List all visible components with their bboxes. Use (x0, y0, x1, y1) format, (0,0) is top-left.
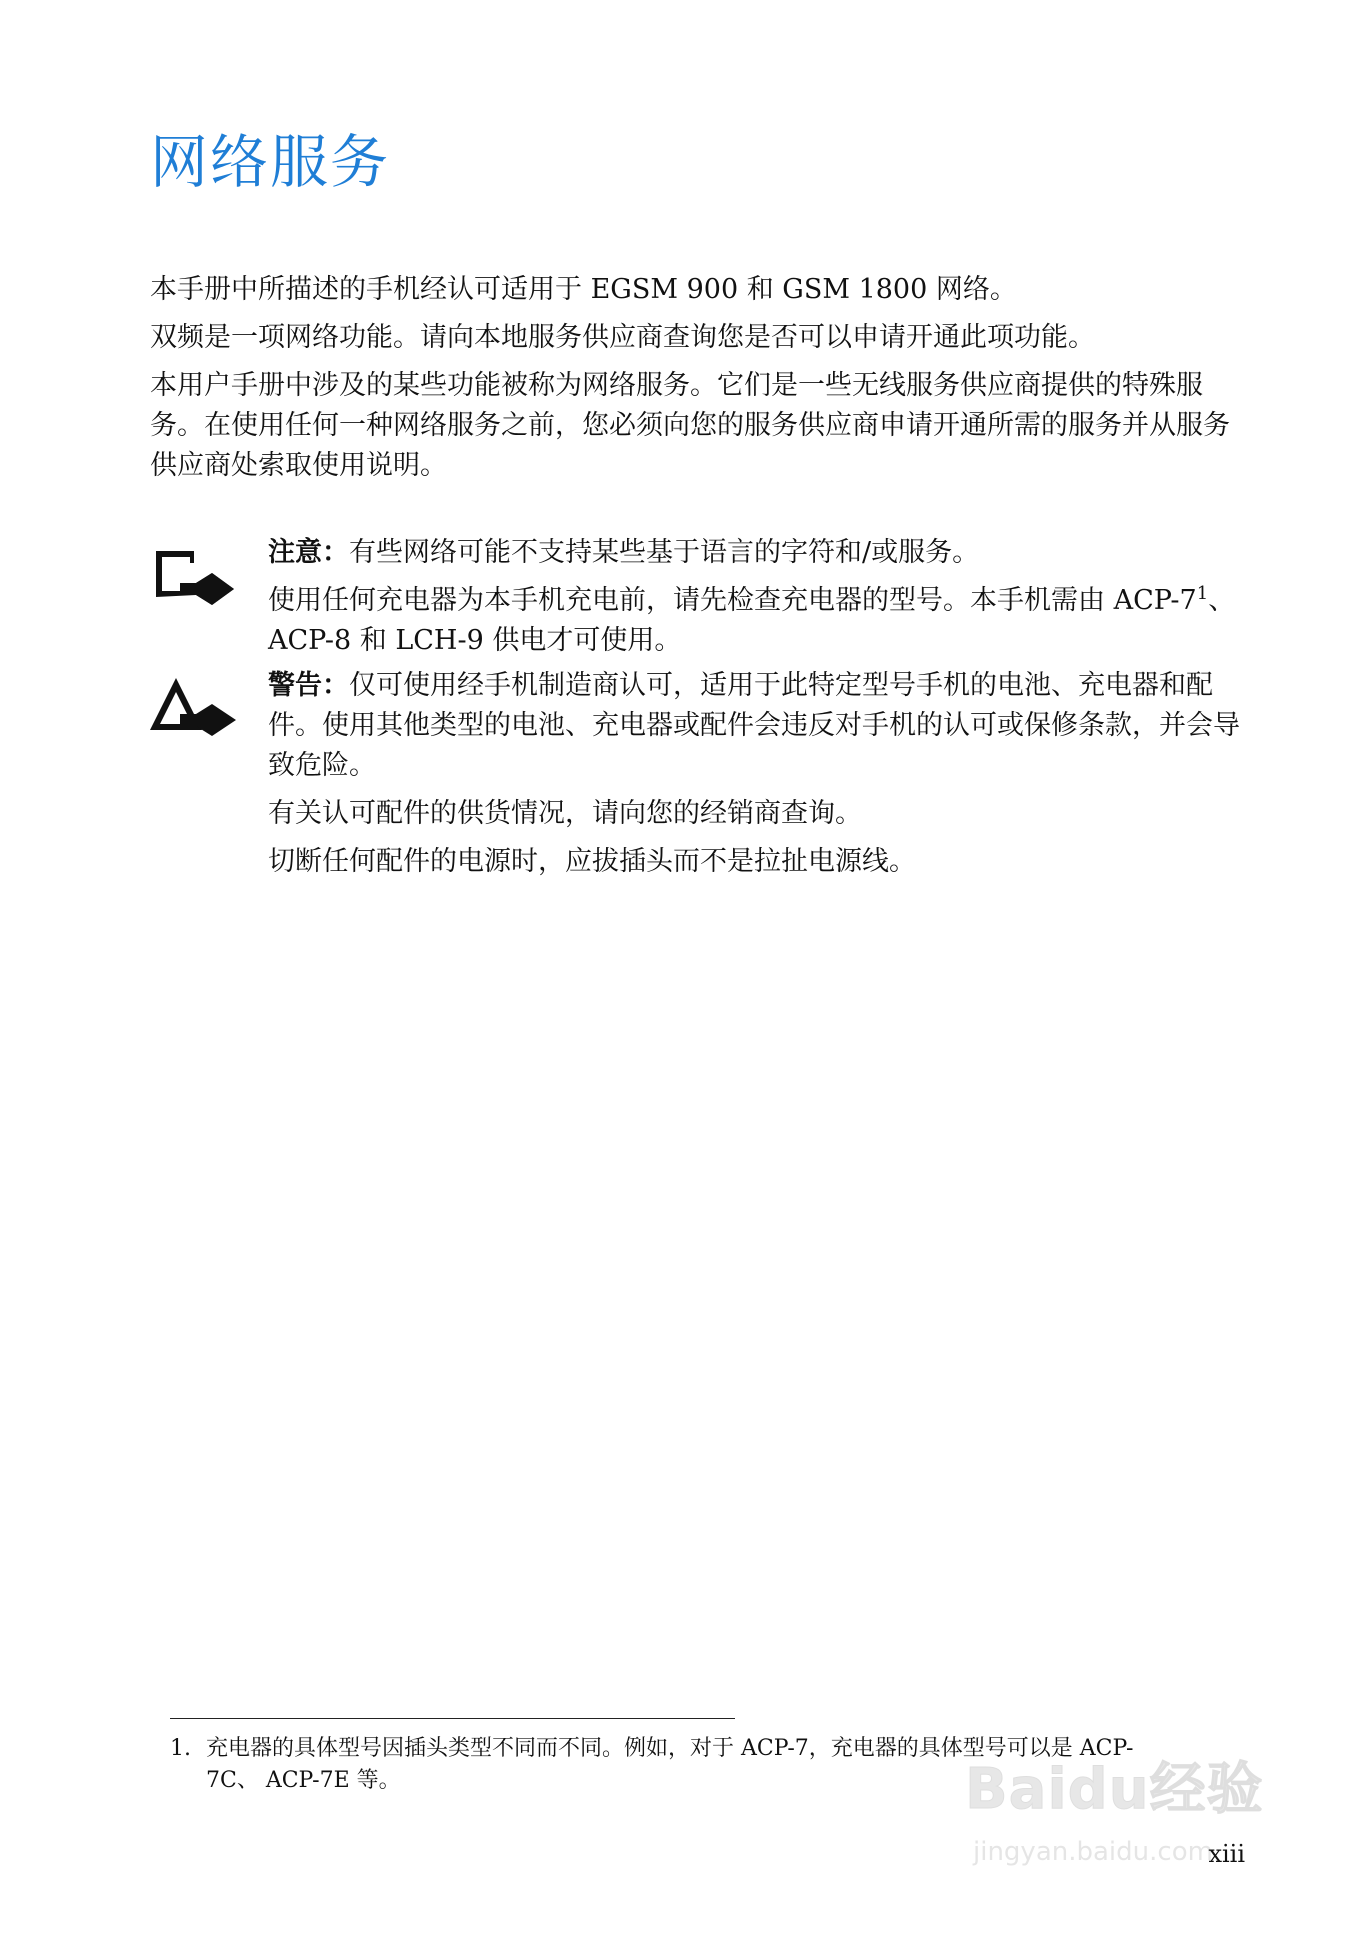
footnote-text: 充电器的具体型号因插头类型不同而不同。例如，对于 ACP-7，充电器的具体型号可以是 ACP-7C、 ACP-7E 等。 (206, 1736, 1134, 1793)
footnote-number: 1. (170, 1736, 191, 1761)
note-label: 注意： (268, 537, 349, 568)
footnote-marker: 1 (1196, 583, 1209, 604)
page-title: 网络服务 (150, 128, 391, 196)
footnote-divider (170, 1718, 735, 1719)
paragraph-networks: 本手册中所描述的手机经认可适用于 EGSM 900 和 GSM 1800 网络。 (150, 274, 1017, 305)
warning-label: 警告： (268, 670, 349, 701)
warning-paragraph (268, 666, 1240, 786)
note-paragraph (268, 533, 1240, 573)
charger-paragraph (268, 581, 1240, 661)
note-hand-icon (150, 543, 240, 613)
baidu-watermark (965, 1745, 1295, 1885)
intro-section (150, 270, 1240, 494)
note-callout (150, 533, 1240, 669)
charger-text-post: 、ACP-8 和 LCH-9 供电才可使用。 (268, 585, 1236, 656)
unplug-paragraph: 切断任何配件的电源时，应拔插头而不是拉扯电源线。 (268, 846, 916, 877)
accessory-availability-paragraph: 有关认可配件的供货情况，请向您的经销商查询。 (268, 798, 862, 829)
note-text: 有些网络可能不支持某些基于语言的字符和/或服务。 (349, 537, 980, 568)
watermark-url: jingyan.baidu.com (973, 1837, 1213, 1867)
warning-hand-icon (150, 676, 240, 746)
paragraph-dual-band: 双频是一项网络功能。请向本地服务供应商查询您是否可以申请开通此项功能。 (150, 322, 1095, 353)
page-number: xiii (1208, 1840, 1245, 1868)
watermark-brand: Baidu经验 (965, 1757, 1264, 1822)
warning-text: 仅可使用经手机制造商认可，适用于此特定型号手机的电池、充电器和配件。使用其他类型的电池、充电器或配件会违反对手机的认可或保修条款，并会导致危险。 (268, 670, 1240, 781)
paragraph-network-services: 本用户手册中涉及的某些功能被称为网络服务。它们是一些无线服务供应商提供的特殊服务。在使用任何一种网络服务之前，您必须向您的服务供应商申请开通所需的服务并从服务供应商处索取使用说明。 (150, 370, 1230, 481)
warning-callout (150, 666, 1240, 890)
charger-text-pre: 使用任何充电器为本手机充电前，请先检查充电器的型号。本手机需由 ACP-7 (268, 585, 1197, 616)
